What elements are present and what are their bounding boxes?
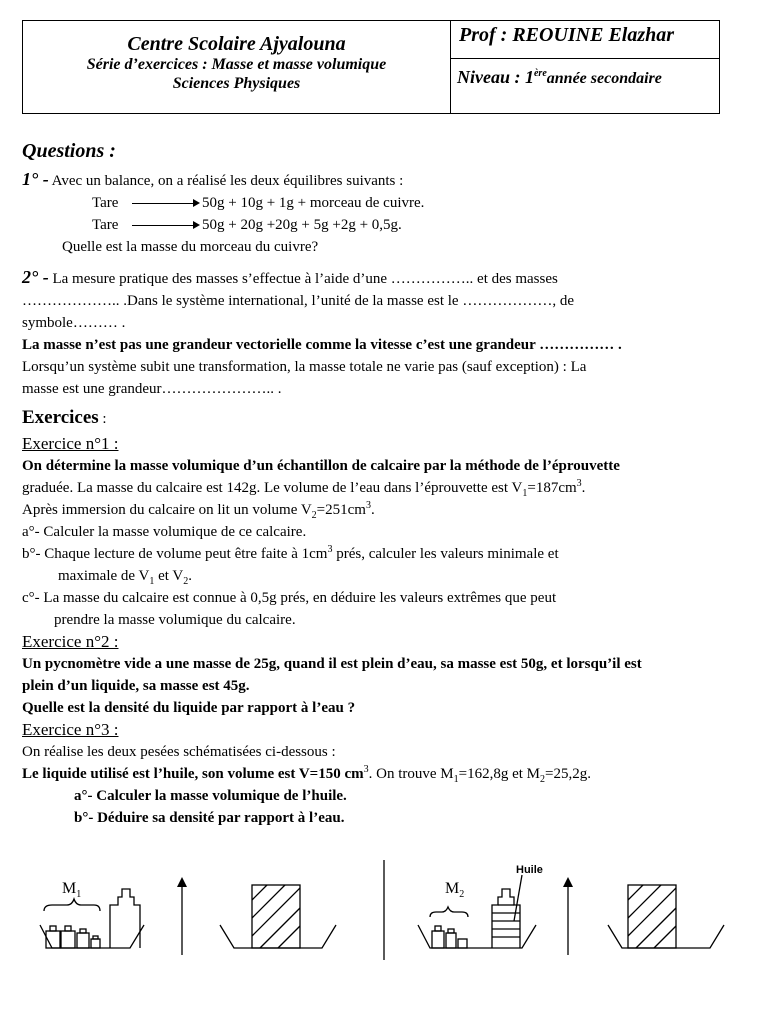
e1-l3b: =251cm xyxy=(316,502,366,518)
brace-m2 xyxy=(430,907,468,917)
pan-right-1 xyxy=(220,925,336,948)
tare-label-1: Tare xyxy=(92,195,119,211)
q2-l3: symbole……… . xyxy=(22,315,126,331)
weight-2 xyxy=(61,931,75,948)
weight-4-knob xyxy=(93,936,98,939)
q1-intro xyxy=(22,168,738,192)
e3-l2c: =162,8g et M xyxy=(458,766,540,782)
subject: Sciences Physiques xyxy=(172,75,301,92)
exercice3-title: Exercice n°3 : xyxy=(22,720,119,739)
tare-row-2 xyxy=(22,214,738,236)
e3-l2d: =25,2g. xyxy=(544,766,591,782)
arrowhead-1 xyxy=(177,877,187,887)
q1-question: Quelle est la masse du morceau du cuivre? xyxy=(62,239,319,255)
niveau-label: Niveau : 1 xyxy=(457,67,534,87)
e1-l3 xyxy=(22,499,738,521)
sup-3: 3 xyxy=(327,544,333,555)
e3-b: b°- Déduire sa densité par rapport à l’eau. xyxy=(74,810,345,826)
sub-1: 1 xyxy=(149,576,155,587)
school-name: Centre Scolaire Ajyalouna xyxy=(127,33,346,55)
e1-a: a°- Calculer la masse volumique de ce calcaire. xyxy=(22,524,307,540)
exercices-colon: : xyxy=(98,411,107,427)
header-right xyxy=(451,21,719,113)
e3-a: a°- Calculer la masse volumique de l’huile. xyxy=(74,788,347,804)
q2-num: 2° - xyxy=(22,267,49,287)
weight-5 xyxy=(432,931,444,948)
q1-num: 1° - xyxy=(22,169,49,189)
e1-l2b: =187cm xyxy=(527,480,577,496)
e1-c1: c°- La masse du calcaire est connue à 0,5g prés, en déduire les valeurs extrêmes que peut xyxy=(22,590,557,606)
weight-5-knob xyxy=(435,926,441,931)
e1-l3a: Après immersion du calcaire on lit un volume V xyxy=(22,502,312,518)
niveau xyxy=(451,59,719,88)
huile-pointer xyxy=(514,875,522,921)
m1-label: $M_1$ xyxy=(62,880,82,900)
exercices-title xyxy=(22,404,738,433)
exercice1-title: Exercice n°1 : xyxy=(22,434,119,453)
sub-1: 1 xyxy=(522,488,528,499)
niveau-rest: année secondaire xyxy=(546,70,662,87)
huile-label: Huile xyxy=(516,864,543,876)
series-line xyxy=(23,56,450,74)
arrow-icon xyxy=(132,192,202,214)
q2-l4: La masse n’est pas une grandeur vectorielle comme la vitesse c’est une grandeur …………… . xyxy=(22,337,622,353)
sup-3: 3 xyxy=(576,478,582,489)
sub-2: 2 xyxy=(311,510,317,521)
tare-label-2: Tare xyxy=(92,217,119,233)
bottle-2 xyxy=(492,889,520,948)
q2-l5: Lorsqu’un système subit une transformation, la masse totale ne varie pas (sauf exception) : La xyxy=(22,359,587,375)
content xyxy=(22,138,738,829)
e3-l1: On réalise les deux pesées schématisées ci-dessous : xyxy=(22,744,336,760)
e3-l2a: Le liquide utilisé est l’huile, son volume est V=150 cm xyxy=(22,766,364,782)
sup-3: 3 xyxy=(363,764,369,775)
e2-l2: plein d’un liquide, sa masse est 45g. xyxy=(22,678,250,694)
sup-3: 3 xyxy=(365,500,371,511)
e3-l2 xyxy=(22,763,738,785)
prof-name: Prof : REOUINE Elazhar xyxy=(451,21,719,59)
q1-intro-text: Avec un balance, on a réalisé les deux équilibres suivants : xyxy=(48,173,404,189)
header-left xyxy=(23,21,451,113)
e1-l1: On détermine la masse volumique d’un échantillon de calcaire par la méthode de l’éprouvette xyxy=(22,458,620,474)
q2-line1 xyxy=(22,266,738,290)
e1-b1b: prés, calculer les valeurs minimale et xyxy=(332,546,559,562)
weight-7 xyxy=(458,939,467,948)
e1-l2 xyxy=(22,477,738,499)
series-title: Masse et masse volumique xyxy=(207,56,387,73)
weight-1-knob xyxy=(50,926,56,931)
weight-6-knob xyxy=(448,929,454,933)
e1-l2c: . xyxy=(581,480,586,496)
niveau-sup: ère xyxy=(533,68,547,79)
exercice2-title: Exercice n°2 : xyxy=(22,632,119,651)
q2-l2: ……………….. .Dans le système international, l’unité de la masse est le ………………, de xyxy=(22,293,574,309)
q2-l6: masse est une grandeur………………….. . xyxy=(22,381,282,397)
header-box xyxy=(22,20,720,114)
sub-1: 1 xyxy=(453,774,459,785)
e1-b2a: maximale de V xyxy=(58,568,150,584)
e2-l1: Un pycnomètre vide a une masse de 25g, quand il est plein d’eau, sa masse est 50g, et lorsqu’il est xyxy=(22,656,642,672)
weight-2-knob xyxy=(65,926,71,931)
m2-label: $M_2$ xyxy=(445,880,465,900)
sub-2: 2 xyxy=(183,576,189,587)
arrow-icon xyxy=(132,214,202,236)
q2-l1: La mesure pratique des masses s’effectue à l’aide d’une …………….. et des masses xyxy=(48,271,558,287)
e1-c2: prendre la masse volumique du calcaire. xyxy=(54,612,296,628)
equilibre-1: 50g + 10g + 1g + morceau de cuivre. xyxy=(202,195,425,211)
e1-b2 xyxy=(22,565,738,587)
weight-6 xyxy=(446,933,456,948)
weighing-figure xyxy=(22,855,738,965)
e1-b2c: . xyxy=(188,568,193,584)
weight-4 xyxy=(91,939,100,948)
tare-row-1 xyxy=(22,192,738,214)
questions-title: Questions : xyxy=(22,140,116,162)
weight-3 xyxy=(77,933,89,948)
e1-b2b: et V xyxy=(154,568,184,584)
weight-3-knob xyxy=(80,929,86,933)
e1-b1a: b°- Chaque lecture de volume peut être faite à 1cm xyxy=(22,546,328,562)
series-label: Série d’exercices : xyxy=(86,56,208,73)
e1-l3c: . xyxy=(370,502,375,518)
e3-l2b: . On trouve M xyxy=(368,766,454,782)
e1-b1 xyxy=(22,543,738,565)
e1-l2a: graduée. La masse du calcaire est 142g. Le volume de l’eau dans l’éprouvette est V xyxy=(22,480,523,496)
arrowhead-2 xyxy=(563,877,573,887)
weighing-diagram xyxy=(22,855,738,965)
equilibre-2: 50g + 20g +20g + 5g +2g + 0,5g. xyxy=(202,217,402,233)
brace-m1 xyxy=(44,899,100,911)
exercices-title-text: Exercices xyxy=(22,407,99,428)
e2-l3: Quelle est la densité du liquide par rapport à l’eau ? xyxy=(22,700,356,716)
sub-2: 2 xyxy=(539,774,545,785)
